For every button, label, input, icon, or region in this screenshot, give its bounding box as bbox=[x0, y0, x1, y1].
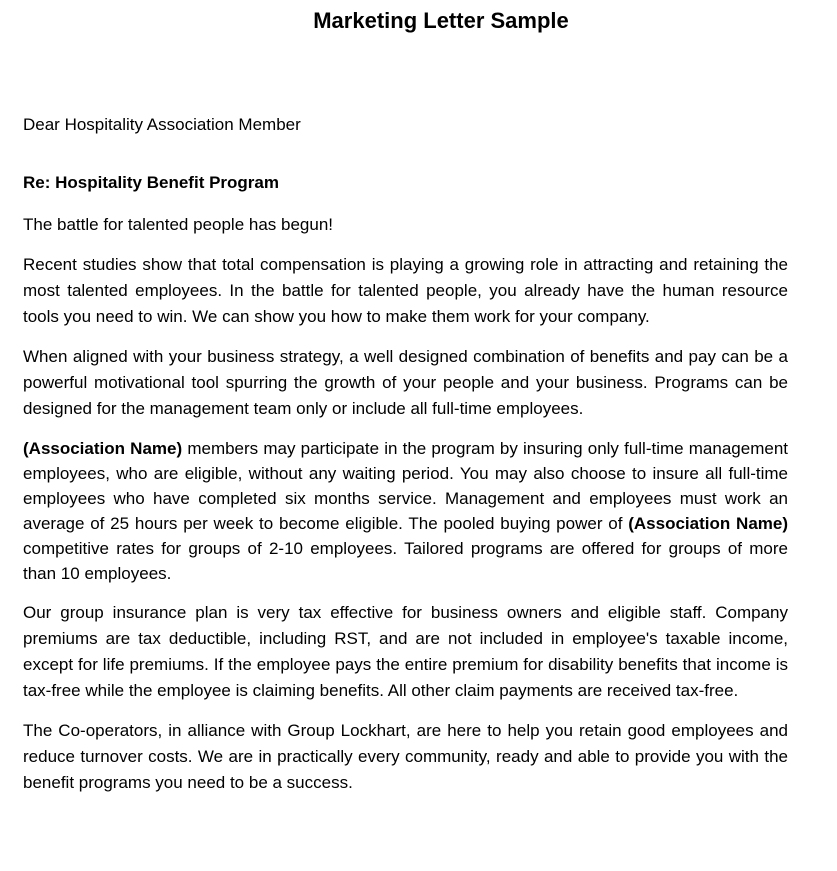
eligibility-text-a: members may participate in the program by insuring only full-time management employees, who are eligible, without any waiting period. You may also choose to insure all full-time employees who have completed six months service. Management and employees must work an average of 25 hours per week to become eligible. The pooled buying power of bbox=[23, 439, 788, 533]
paragraph-tax: Our group insurance plan is very tax effective for business owners and eligible staff. Company premiums are tax deductible, including RST, and are not included in employee's taxable income, except for life premiums. If the employee pays the entire premium for disability benefits that income is tax-free while the employee is claiming benefits. All other claim payments are received tax-free. bbox=[23, 603, 788, 700]
association-name-mid: (Association Name) bbox=[628, 514, 789, 533]
paragraph-eligibility bbox=[23, 436, 788, 586]
eligibility-text-b: competitive rates for groups of 2-10 employees. Tailored programs are offered for groups of more than 10 employees. bbox=[23, 539, 788, 583]
document-title: Marketing Letter Sample bbox=[313, 8, 569, 33]
subject-line: Re: Hospitality Benefit Program bbox=[23, 173, 279, 192]
association-name-lead: (Association Name) bbox=[23, 439, 183, 458]
paragraph-strategy: When aligned with your business strategy, a well designed combination of benefits and pay can be a powerful motivational tool spurring the growth of your people and your business. Programs can be designed for the management team only or include all full-time employees. bbox=[23, 347, 788, 418]
letter-body bbox=[23, 112, 788, 810]
paragraph-compensation: Recent studies show that total compensation is playing a growing role in attracting and retaining the most talented employees. In the battle for talented people, you already have the human resource tools you need to win. We can show you how to make them work for your company. bbox=[23, 255, 788, 326]
paragraph-opening: The battle for talented people has begun! bbox=[23, 215, 334, 234]
salutation: Dear Hospitality Association Member bbox=[23, 115, 301, 134]
paragraph-closing: The Co-operators, in alliance with Group Lockhart, are here to help you retain good employees and reduce turnover costs. We are in practically every community, ready and able to provide you with the benefit programs you need to be a success. bbox=[23, 721, 788, 792]
